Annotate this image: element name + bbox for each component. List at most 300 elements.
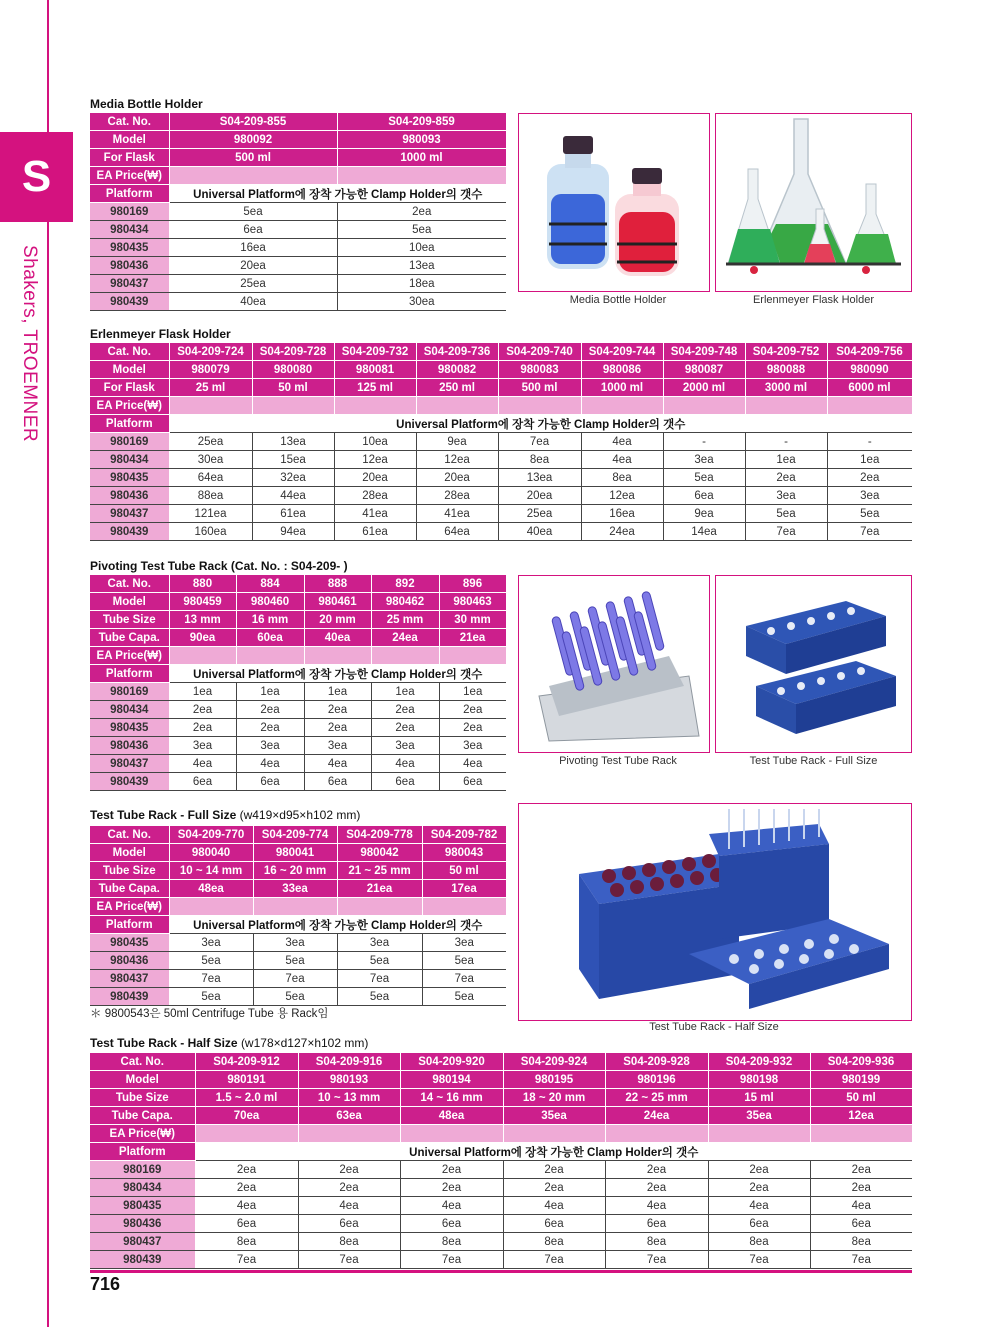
erlen-model-value: 980082 [416, 361, 498, 379]
half-count-cell: 8ea [400, 1233, 503, 1251]
erlen-cat-row [90, 343, 912, 361]
pivot-count-cell: 2ea [169, 719, 236, 737]
media-platform-header-row [90, 185, 506, 203]
full-price-value [422, 898, 506, 916]
media-cat-row [90, 113, 506, 131]
erlen-price-row [90, 397, 912, 415]
half-model-label: Model [90, 1071, 195, 1089]
half-count-cell: 7ea [810, 1251, 912, 1269]
erlen-count-cell: 25ea [498, 505, 581, 523]
half-platform-id: 980439 [90, 1251, 195, 1269]
pivot-cat-value: 880 [169, 575, 236, 593]
media-platform-label: Platform [90, 185, 169, 203]
pivoting-rack-table [90, 575, 507, 791]
half-price-value [298, 1125, 400, 1143]
half-caption: Test Tube Rack - Half Size [649, 1021, 779, 1033]
pivot-model-value: 980461 [304, 593, 371, 611]
pivot-count-cell: 3ea [439, 737, 506, 755]
pivot-size-value: 16 mm [236, 611, 304, 629]
media-count-cell: 2ea [337, 203, 506, 221]
half-cat-row [90, 1053, 912, 1071]
erlen-count-cell: 40ea [498, 523, 581, 541]
half-count-cell: 2ea [400, 1179, 503, 1197]
erlen-count-cell: 20ea [334, 469, 416, 487]
erlen-count-cell: 9ea [663, 505, 745, 523]
half-capa-value: 63ea [298, 1107, 400, 1125]
erlen-cat-value: S04-209-756 [827, 343, 912, 361]
pivot-count-cell: 3ea [236, 737, 304, 755]
full-count-cell: 5ea [169, 952, 253, 970]
full-model-label: Model [90, 844, 169, 862]
half-count-cell: 2ea [195, 1179, 298, 1197]
erlen-count-cell: 25ea [169, 433, 252, 451]
half-platform-id: 980435 [90, 1197, 195, 1215]
table-row [90, 451, 912, 469]
table-row [90, 773, 506, 791]
half-price-label: EA Price(₩) [90, 1125, 195, 1143]
table-row [90, 487, 912, 505]
media-caption: Media Bottle Holder [569, 294, 667, 306]
erlen-price-value [581, 397, 663, 415]
media-model-value: 980092 [169, 131, 337, 149]
half-count-cell: 7ea [605, 1251, 708, 1269]
pivot-capa-value: 24ea [371, 629, 439, 647]
pivot-count-cell: 3ea [169, 737, 236, 755]
media-price-value [169, 167, 337, 185]
pivot-count-cell: 2ea [304, 719, 371, 737]
pivot-price-value [439, 647, 506, 665]
table-row [90, 952, 506, 970]
half-count-cell: 8ea [298, 1233, 400, 1251]
table-row [90, 221, 506, 239]
erlen-cat-value: S04-209-748 [663, 343, 745, 361]
pivot-count-cell: 2ea [236, 701, 304, 719]
half-capa-row [90, 1107, 912, 1125]
media-count-cell: 13ea [337, 257, 506, 275]
erlen-count-cell: 32ea [252, 469, 334, 487]
full-model-value: 980040 [169, 844, 253, 862]
full-size-value: 10 ~ 14 mm [169, 862, 253, 880]
erlen-count-cell: 12ea [581, 487, 663, 505]
full-size-row [90, 862, 506, 880]
erlen-model-value: 980083 [498, 361, 581, 379]
media-flask-label: For Flask [90, 149, 169, 167]
pivot-price-value [371, 647, 439, 665]
erlen-model-value: 980079 [169, 361, 252, 379]
media-price-value [337, 167, 506, 185]
erlen-flask-value: 25 ml [169, 379, 252, 397]
pivot-size-value: 30 mm [439, 611, 506, 629]
pivot-price-value [236, 647, 304, 665]
erlen-count-cell: 4ea [581, 451, 663, 469]
full-count-cell: 5ea [337, 952, 422, 970]
full-capa-value: 21ea [337, 880, 422, 898]
full-count-cell: 5ea [169, 988, 253, 1006]
media-platform-id: 980437 [90, 275, 169, 293]
half-count-cell: 8ea [708, 1233, 810, 1251]
media-platform-id: 980436 [90, 257, 169, 275]
full-platform-id: 980435 [90, 934, 169, 952]
media-count-cell: 10ea [337, 239, 506, 257]
pivot-count-cell: 2ea [169, 701, 236, 719]
half-price-value [195, 1125, 298, 1143]
half-count-cell: 6ea [195, 1215, 298, 1233]
full-model-row [90, 844, 506, 862]
half-count-cell: 8ea [195, 1233, 298, 1251]
erlen-count-cell: 2ea [827, 469, 912, 487]
half-count-cell: 4ea [708, 1197, 810, 1215]
half-model-value: 980199 [810, 1071, 912, 1089]
table-row [90, 505, 912, 523]
full-model-value: 980041 [253, 844, 337, 862]
half-cat-value: S04-209-924 [503, 1053, 605, 1071]
page-number: 716 [90, 1274, 121, 1294]
erlen-count-cell: 61ea [334, 523, 416, 541]
erlen-flask-label: For Flask [90, 379, 169, 397]
pivot-count-cell: 6ea [371, 773, 439, 791]
table-row [90, 239, 506, 257]
erlen-price-value [745, 397, 827, 415]
erlen-count-cell: 5ea [827, 505, 912, 523]
full-model-value: 980043 [422, 844, 506, 862]
full-count-cell: 5ea [253, 988, 337, 1006]
erlen-platform-id: 980439 [90, 523, 169, 541]
pivot-count-cell: 4ea [371, 755, 439, 773]
pivot-count-cell: 1ea [236, 683, 304, 701]
half-count-cell: 2ea [400, 1161, 503, 1179]
erlen-count-cell: 88ea [169, 487, 252, 505]
pivot-count-cell: 2ea [439, 701, 506, 719]
pivot-model-value: 980462 [371, 593, 439, 611]
erlenmeyer-image [715, 113, 912, 292]
full-count-cell: 7ea [169, 970, 253, 988]
media-count-cell: 6ea [169, 221, 337, 239]
full-size-value: 16 ~ 20 mm [253, 862, 337, 880]
pivot-size-value: 13 mm [169, 611, 236, 629]
half-price-value [810, 1125, 912, 1143]
half-count-cell: 8ea [503, 1233, 605, 1251]
full-rack-table [90, 826, 507, 1006]
erlen-flask-value: 250 ml [416, 379, 498, 397]
media-count-cell: 30ea [337, 293, 506, 311]
erlen-tbody [90, 343, 912, 541]
media-count-cell: 18ea [337, 275, 506, 293]
full-note: ＊ 9800543은 50ml Centrifuge Tube 용 Rack임 [90, 1008, 329, 1020]
half-capa-value: 35ea [503, 1107, 605, 1125]
half-count-cell: 2ea [605, 1179, 708, 1197]
half-count-cell: 2ea [605, 1161, 708, 1179]
full-price-value [169, 898, 253, 916]
table-row [90, 683, 506, 701]
table-row [90, 934, 506, 952]
erlen-flask-row [90, 379, 912, 397]
media-count-cell: 16ea [169, 239, 337, 257]
full-size-value: 50 ml [422, 862, 506, 880]
erlen-count-cell: 8ea [581, 469, 663, 487]
pivot-cat-row [90, 575, 506, 593]
half-count-cell: 2ea [195, 1161, 298, 1179]
erlen-count-cell: 3ea [745, 487, 827, 505]
erlen-model-label: Model [90, 361, 169, 379]
full-price-row [90, 898, 506, 916]
half-price-value [605, 1125, 708, 1143]
half-model-value: 980196 [605, 1071, 708, 1089]
half-count-cell: 4ea [503, 1197, 605, 1215]
half-capa-value: 35ea [708, 1107, 810, 1125]
pivot-size-label: Tube Size [90, 611, 169, 629]
erlen-cat-value: S04-209-736 [416, 343, 498, 361]
half-count-cell: 4ea [400, 1197, 503, 1215]
media-model-row [90, 131, 506, 149]
erlen-count-cell: 94ea [252, 523, 334, 541]
half-count-cell: 4ea [605, 1197, 708, 1215]
erlen-count-cell: 5ea [663, 469, 745, 487]
half-count-cell: 6ea [503, 1215, 605, 1233]
full-caption: Test Tube Rack - Full Size [749, 755, 878, 767]
full-cat-value: S04-209-774 [253, 826, 337, 844]
full-platform-label: Platform [90, 916, 169, 934]
erlen-count-cell: 7ea [498, 433, 581, 451]
full-tbody [90, 826, 506, 1006]
media-cat-value: S04-209-859 [337, 113, 506, 131]
erlen-platform-desc: Universal Platform에 장착 가능한 Clamp Holder의 갯수 [169, 415, 912, 433]
full-count-cell: 5ea [422, 988, 506, 1006]
erlen-count-cell: 12ea [334, 451, 416, 469]
half-count-cell: 8ea [605, 1233, 708, 1251]
pivot-count-cell: 1ea [169, 683, 236, 701]
half-tbody [90, 1053, 912, 1269]
full-count-cell: 5ea [253, 952, 337, 970]
table-row [90, 469, 912, 487]
table-row [90, 1179, 912, 1197]
pivot-tbody [90, 575, 506, 791]
erlen-model-value: 980080 [252, 361, 334, 379]
half-price-value [708, 1125, 810, 1143]
erlen-platform-label: Platform [90, 415, 169, 433]
section-title-vertical [10, 245, 50, 475]
pivot-capa-value: 90ea [169, 629, 236, 647]
pivot-section-title: Pivoting Test Tube Rack (Cat. No. : S04-209- ) [90, 559, 348, 573]
pivot-count-cell: 6ea [304, 773, 371, 791]
full-count-cell: 7ea [253, 970, 337, 988]
pivot-count-cell: 4ea [169, 755, 236, 773]
half-count-cell: 7ea [400, 1251, 503, 1269]
erlen-count-cell: 13ea [498, 469, 581, 487]
erlen-count-cell: 20ea [416, 469, 498, 487]
half-count-cell: 2ea [298, 1179, 400, 1197]
full-cat-label: Cat. No. [90, 826, 169, 844]
erlen-count-cell: 160ea [169, 523, 252, 541]
erlen-count-cell: 3ea [827, 487, 912, 505]
media-platform-desc: Universal Platform에 장착 가능한 Clamp Holder의 갯수 [169, 185, 506, 203]
half-price-row [90, 1125, 912, 1143]
erlen-model-value: 980087 [663, 361, 745, 379]
media-bottle-image [518, 113, 710, 292]
half-count-cell: 2ea [708, 1179, 810, 1197]
erlen-price-value [334, 397, 416, 415]
half-model-value: 980195 [503, 1071, 605, 1089]
half-count-cell: 4ea [810, 1197, 912, 1215]
table-row [90, 1251, 912, 1269]
pivot-count-cell: 2ea [304, 701, 371, 719]
half-count-cell: 7ea [195, 1251, 298, 1269]
pivot-price-value [304, 647, 371, 665]
media-flask-value: 1000 ml [337, 149, 506, 167]
half-count-cell: 2ea [708, 1161, 810, 1179]
pivot-count-cell: 2ea [439, 719, 506, 737]
half-size-value: 22 ~ 25 mm [605, 1089, 708, 1107]
full-count-cell: 7ea [422, 970, 506, 988]
media-cat-label: Cat. No. [90, 113, 169, 131]
table-row [90, 1233, 912, 1251]
erlen-cat-value: S04-209-752 [745, 343, 827, 361]
table-row [90, 203, 506, 221]
media-tbody [90, 113, 506, 311]
media-platform-id: 980169 [90, 203, 169, 221]
pivot-capa-value: 60ea [236, 629, 304, 647]
half-platform-desc: Universal Platform에 장착 가능한 Clamp Holder의 갯수 [195, 1143, 912, 1161]
full-size-value: 21 ~ 25 mm [337, 862, 422, 880]
erlen-cat-value: S04-209-728 [252, 343, 334, 361]
half-count-cell: 6ea [810, 1215, 912, 1233]
full-size-label: Tube Size [90, 862, 169, 880]
erlen-count-cell: - [663, 433, 745, 451]
pivot-price-row [90, 647, 506, 665]
full-count-cell: 3ea [337, 934, 422, 952]
erlen-price-value [498, 397, 581, 415]
pivot-capa-label: Tube Capa. [90, 629, 169, 647]
pivot-capa-value: 40ea [304, 629, 371, 647]
erlen-model-value: 980088 [745, 361, 827, 379]
erlen-price-value [252, 397, 334, 415]
pivot-count-cell: 3ea [304, 737, 371, 755]
pivot-count-cell: 4ea [236, 755, 304, 773]
erlen-price-value [827, 397, 912, 415]
erlen-platform-id: 980434 [90, 451, 169, 469]
erlenmeyer-table [90, 343, 913, 541]
erlen-price-value [416, 397, 498, 415]
full-capa-row [90, 880, 506, 898]
pivot-platform-id: 980439 [90, 773, 169, 791]
half-cat-value: S04-209-932 [708, 1053, 810, 1071]
half-platform-label: Platform [90, 1143, 195, 1161]
full-platform-header-row [90, 916, 506, 934]
half-platform-header-row [90, 1143, 912, 1161]
erlen-flask-value: 125 ml [334, 379, 416, 397]
pivot-price-value [169, 647, 236, 665]
table-row [90, 293, 506, 311]
pivot-cat-value: 884 [236, 575, 304, 593]
erlen-price-value [169, 397, 252, 415]
half-platform-id: 980436 [90, 1215, 195, 1233]
erlen-cat-value: S04-209-740 [498, 343, 581, 361]
half-cat-value: S04-209-916 [298, 1053, 400, 1071]
full-count-cell: 5ea [422, 952, 506, 970]
erlen-platform-id: 980435 [90, 469, 169, 487]
half-capa-value: 12ea [810, 1107, 912, 1125]
full-platform-id: 980437 [90, 970, 169, 988]
erlen-count-cell: 121ea [169, 505, 252, 523]
half-size-row [90, 1089, 912, 1107]
full-capa-value: 33ea [253, 880, 337, 898]
half-model-value: 980193 [298, 1071, 400, 1089]
erlen-count-cell: 12ea [416, 451, 498, 469]
erlen-count-cell: - [827, 433, 912, 451]
full-capa-value: 17ea [422, 880, 506, 898]
media-model-value: 980093 [337, 131, 506, 149]
erlen-cat-value: S04-209-732 [334, 343, 416, 361]
pivot-platform-id: 980437 [90, 755, 169, 773]
half-model-value: 980191 [195, 1071, 298, 1089]
erlen-cat-label: Cat. No. [90, 343, 169, 361]
pivot-count-cell: 4ea [439, 755, 506, 773]
half-size-value: 50 ml [810, 1089, 912, 1107]
half-count-cell: 6ea [605, 1215, 708, 1233]
pivot-count-cell: 1ea [439, 683, 506, 701]
erlen-model-value: 980090 [827, 361, 912, 379]
erlen-count-cell: - [745, 433, 827, 451]
pivot-model-label: Model [90, 593, 169, 611]
erlen-section-title: Erlenmeyer Flask Holder [90, 327, 231, 341]
media-platform-id: 980434 [90, 221, 169, 239]
full-price-label: EA Price(₩) [90, 898, 169, 916]
pivot-count-cell: 6ea [169, 773, 236, 791]
half-platform-id: 980434 [90, 1179, 195, 1197]
section-tab: S [0, 132, 73, 222]
pivot-model-value: 980463 [439, 593, 506, 611]
media-platform-id: 980439 [90, 293, 169, 311]
erlen-flask-value: 3000 ml [745, 379, 827, 397]
half-cat-value: S04-209-920 [400, 1053, 503, 1071]
pivot-cat-value: 892 [371, 575, 439, 593]
half-rack-table [90, 1053, 913, 1269]
half-size-label: Tube Size [90, 1089, 195, 1107]
erlen-count-cell: 2ea [745, 469, 827, 487]
full-cat-value: S04-209-778 [337, 826, 422, 844]
half-count-cell: 2ea [503, 1161, 605, 1179]
erlen-platform-id: 980437 [90, 505, 169, 523]
erlen-count-cell: 64ea [416, 523, 498, 541]
full-section-title: Test Tube Rack - Full Size (w419×d95×h102 mm) [90, 808, 361, 822]
half-size-value: 10 ~ 13 mm [298, 1089, 400, 1107]
full-count-cell: 3ea [253, 934, 337, 952]
erlen-count-cell: 41ea [334, 505, 416, 523]
half-platform-id: 980437 [90, 1233, 195, 1251]
media-count-cell: 5ea [169, 203, 337, 221]
table-row [90, 275, 506, 293]
full-cat-value: S04-209-770 [169, 826, 253, 844]
table-row [90, 988, 506, 1006]
erlen-count-cell: 41ea [416, 505, 498, 523]
half-size-value: 15 ml [708, 1089, 810, 1107]
half-count-cell: 4ea [298, 1197, 400, 1215]
pivot-cat-value: 888 [304, 575, 371, 593]
media-section-title: Media Bottle Holder [90, 97, 203, 111]
erlen-count-cell: 3ea [663, 451, 745, 469]
half-count-cell: 2ea [503, 1179, 605, 1197]
media-flask-row [90, 149, 506, 167]
table-row [90, 970, 506, 988]
table-row [90, 1197, 912, 1215]
erlen-platform-id: 980436 [90, 487, 169, 505]
erlen-count-cell: 7ea [827, 523, 912, 541]
half-count-cell: 2ea [810, 1179, 912, 1197]
half-price-value [503, 1125, 605, 1143]
half-price-value [400, 1125, 503, 1143]
half-size-value: 1.5 ~ 2.0 ml [195, 1089, 298, 1107]
pivot-count-cell: 2ea [236, 719, 304, 737]
erlen-cat-value: S04-209-744 [581, 343, 663, 361]
